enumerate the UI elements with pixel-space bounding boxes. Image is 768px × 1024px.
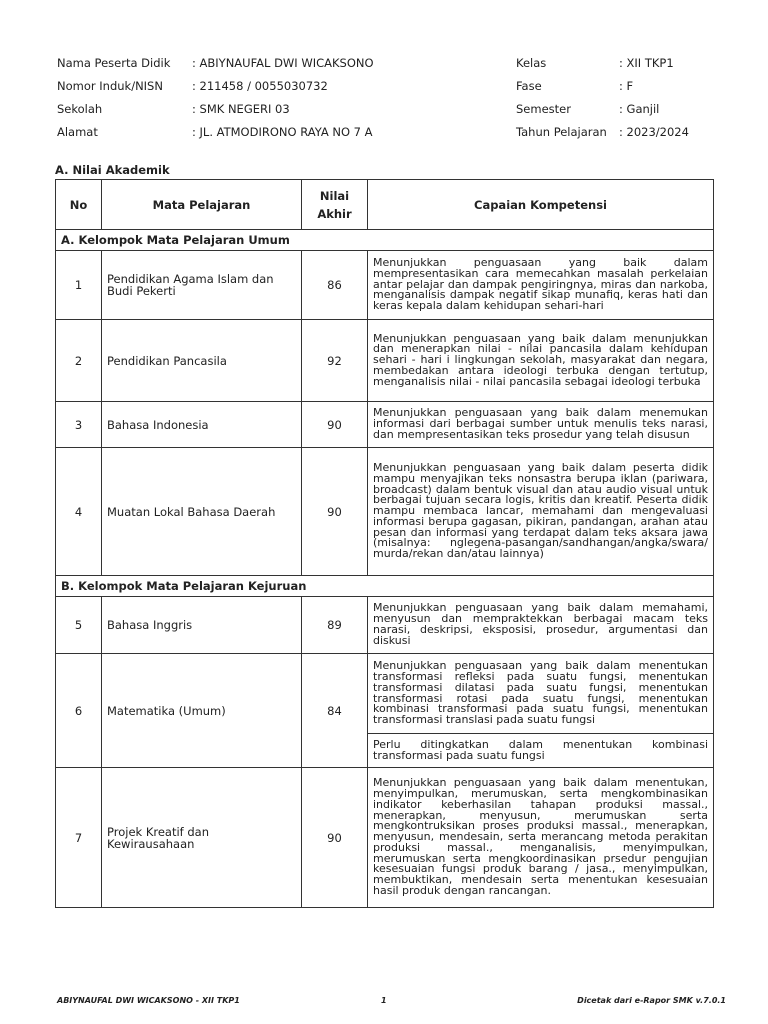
info-value: : XII TKP1 <box>619 56 674 70</box>
row-score: 84 <box>302 654 368 768</box>
info-label: Semester <box>516 102 571 116</box>
row-score: 90 <box>302 402 368 448</box>
info-label: Alamat <box>57 125 98 139</box>
row-no: 5 <box>56 597 102 654</box>
grades-table <box>55 179 714 908</box>
table-row <box>56 320 714 402</box>
row-competency: Menunjukkan penguasaan yang baik dalam menemukan informasi dari berbagai sumber untuk menulis teks narasi, dan mempresentasikan teks prosedur yang telah disusun <box>368 402 714 448</box>
info-value: : F <box>619 79 634 93</box>
group-row <box>56 230 714 251</box>
table-row <box>56 768 714 908</box>
row-no: 7 <box>56 768 102 908</box>
table-row <box>56 654 714 734</box>
row-competency: Menunjukkan penguasaan yang baik dalam menunjukkan dan menerapkan nilai - nilai pancasila dalam kehidupan sehari - hari i lingkungan sekolah, masyarakat dan negara, membedakan antara ideologi terbuka dengan tertutup, menganalisis nilai - nilai pancasila sebagai ideologi terbuka <box>368 320 714 402</box>
footer-printed-by: Dicetak dari e-Rapor SMK v.7.0.1 <box>577 996 726 1005</box>
info-row <box>57 56 737 79</box>
header-competency: Capaian Kompetensi <box>368 180 714 230</box>
row-subject: Muatan Lokal Bahasa Daerah <box>102 448 302 576</box>
footer-page-number: 1 <box>381 996 387 1005</box>
info-label: Tahun Pelajaran <box>516 125 607 139</box>
header-score-line1: Nilai <box>319 188 350 203</box>
row-competency: Menunjukkan penguasaan yang baik dalam menentukan, menyimpulkan, merumuskan, serta mengkombinasikan indikator keberhasilan tahapan produksi massal., menerapkan, menyusun, merumuskan serta mengkontruksikan proses produksi massal., menerapkan, menyusun, mendesain, serta merancang metoda perakitan produksi massal., menganalisis, menyimpulkan, merumuskan serta mengkoordinasikan prsedur pengujian kesesuaian fungsi produk barang / jasa., menyimpulkan, membuktikan, mendesain serta menentukan kesesuaian hasil produk dengan rancangan. <box>368 768 714 908</box>
info-value: : JL. ATMODIRONO RAYA NO 7 A <box>192 125 373 139</box>
row-score: 90 <box>302 768 368 908</box>
section-title: A. Nilai Akademik <box>55 163 170 177</box>
info-label: Kelas <box>516 56 547 70</box>
group-a-title: A. Kelompok Mata Pelajaran Umum <box>56 230 714 251</box>
table-row <box>56 251 714 320</box>
row-competency: Menunjukkan penguasaan yang baik dalam menentukan transformasi refleksi pada suatu fungsi, menentukan transformasi dilatasi pada suatu fungsi, menentukan transformasi rotasi pada suatu fungsi, menentukan kombinasi transformasi pada suatu fungsi, menentukan transformasi translasi pada suatu fungsi <box>368 654 714 734</box>
info-label: Nama Peserta Didik <box>57 56 171 70</box>
info-label: Fase <box>516 79 542 93</box>
row-subject: Pendidikan Pancasila <box>102 320 302 402</box>
header-score <box>302 180 368 230</box>
row-competency: Menunjukkan penguasaan yang baik dalam memahami, menyusun dan mempraktekkan berbagai macam teks narasi, deskripsi, eksposisi, prosedur, argumentasi dan diskusi <box>368 597 714 654</box>
header-no: No <box>56 180 102 230</box>
info-value: : 211458 / 0055030732 <box>192 79 328 93</box>
info-value: : 2023/2024 <box>619 125 689 139</box>
row-subject: Projek Kreatif dan Kewirausahaan <box>102 768 302 908</box>
header-score-line2: Akhir <box>317 206 352 221</box>
row-no: 4 <box>56 448 102 576</box>
row-no: 2 <box>56 320 102 402</box>
row-competency: Menunjukkan penguasaan yang baik dalam mempresentasikan cara memecahkan masalah perkelaian antar pelajar dan dampak pengiringnya, miras dan narkoba, menganalisis dampak negatif sikap munafiq, keras hati dan keras kepala dalam kehidupan sehari-hari <box>368 251 714 320</box>
row-no: 3 <box>56 402 102 448</box>
info-label: Nomor Induk/NISN <box>57 79 163 93</box>
row-subject: Bahasa Indonesia <box>102 402 302 448</box>
info-value: : SMK NEGERI 03 <box>192 102 290 116</box>
row-score: 89 <box>302 597 368 654</box>
table-row <box>56 597 714 654</box>
info-row <box>57 79 737 102</box>
info-label: Sekolah <box>57 102 103 116</box>
row-score: 92 <box>302 320 368 402</box>
table-header-row <box>56 180 714 230</box>
student-info <box>57 56 737 148</box>
info-value: : Ganjil <box>619 102 660 116</box>
table-row <box>56 448 714 576</box>
row-competency-improvement: Perlu ditingkatkan dalam menentukan kombinasi transformasi pada suatu fungsi <box>368 734 714 768</box>
row-score: 90 <box>302 448 368 576</box>
row-no: 1 <box>56 251 102 320</box>
table-row <box>56 402 714 448</box>
footer-student: ABIYNAUFAL DWI WICAKSONO - XII TKP1 <box>57 996 240 1005</box>
row-score: 86 <box>302 251 368 320</box>
info-value: : ABIYNAUFAL DWI WICAKSONO <box>192 56 374 70</box>
row-subject: Pendidikan Agama Islam dan Budi Pekerti <box>102 251 302 320</box>
info-row <box>57 102 737 125</box>
row-subject: Bahasa Inggris <box>102 597 302 654</box>
header-subject: Mata Pelajaran <box>102 180 302 230</box>
row-no: 6 <box>56 654 102 768</box>
group-b-title: B. Kelompok Mata Pelajaran Kejuruan <box>56 576 714 597</box>
row-subject: Matematika (Umum) <box>102 654 302 768</box>
info-row <box>57 125 737 148</box>
row-competency: Menunjukkan penguasaan yang baik dalam peserta didik mampu menyajikan teks nonsastra berupa iklan (pariwara, broadcast) dalam bentuk visual dan atau audio visual untuk berbagai tujuan secara logis, kritis dan kreatif. Peserta didik mampu membaca lancar, memahami dan mengevaluasi informasi berupa gagasan, pikiran, pandangan, arahan atau pesan dan informasi yang terdapat dalam teks aksara jawa (misalnya: nglegena-pasangan/sandhangan/angka/swara/ murda/rekan dan/atau lainnya) <box>368 448 714 576</box>
group-row <box>56 576 714 597</box>
